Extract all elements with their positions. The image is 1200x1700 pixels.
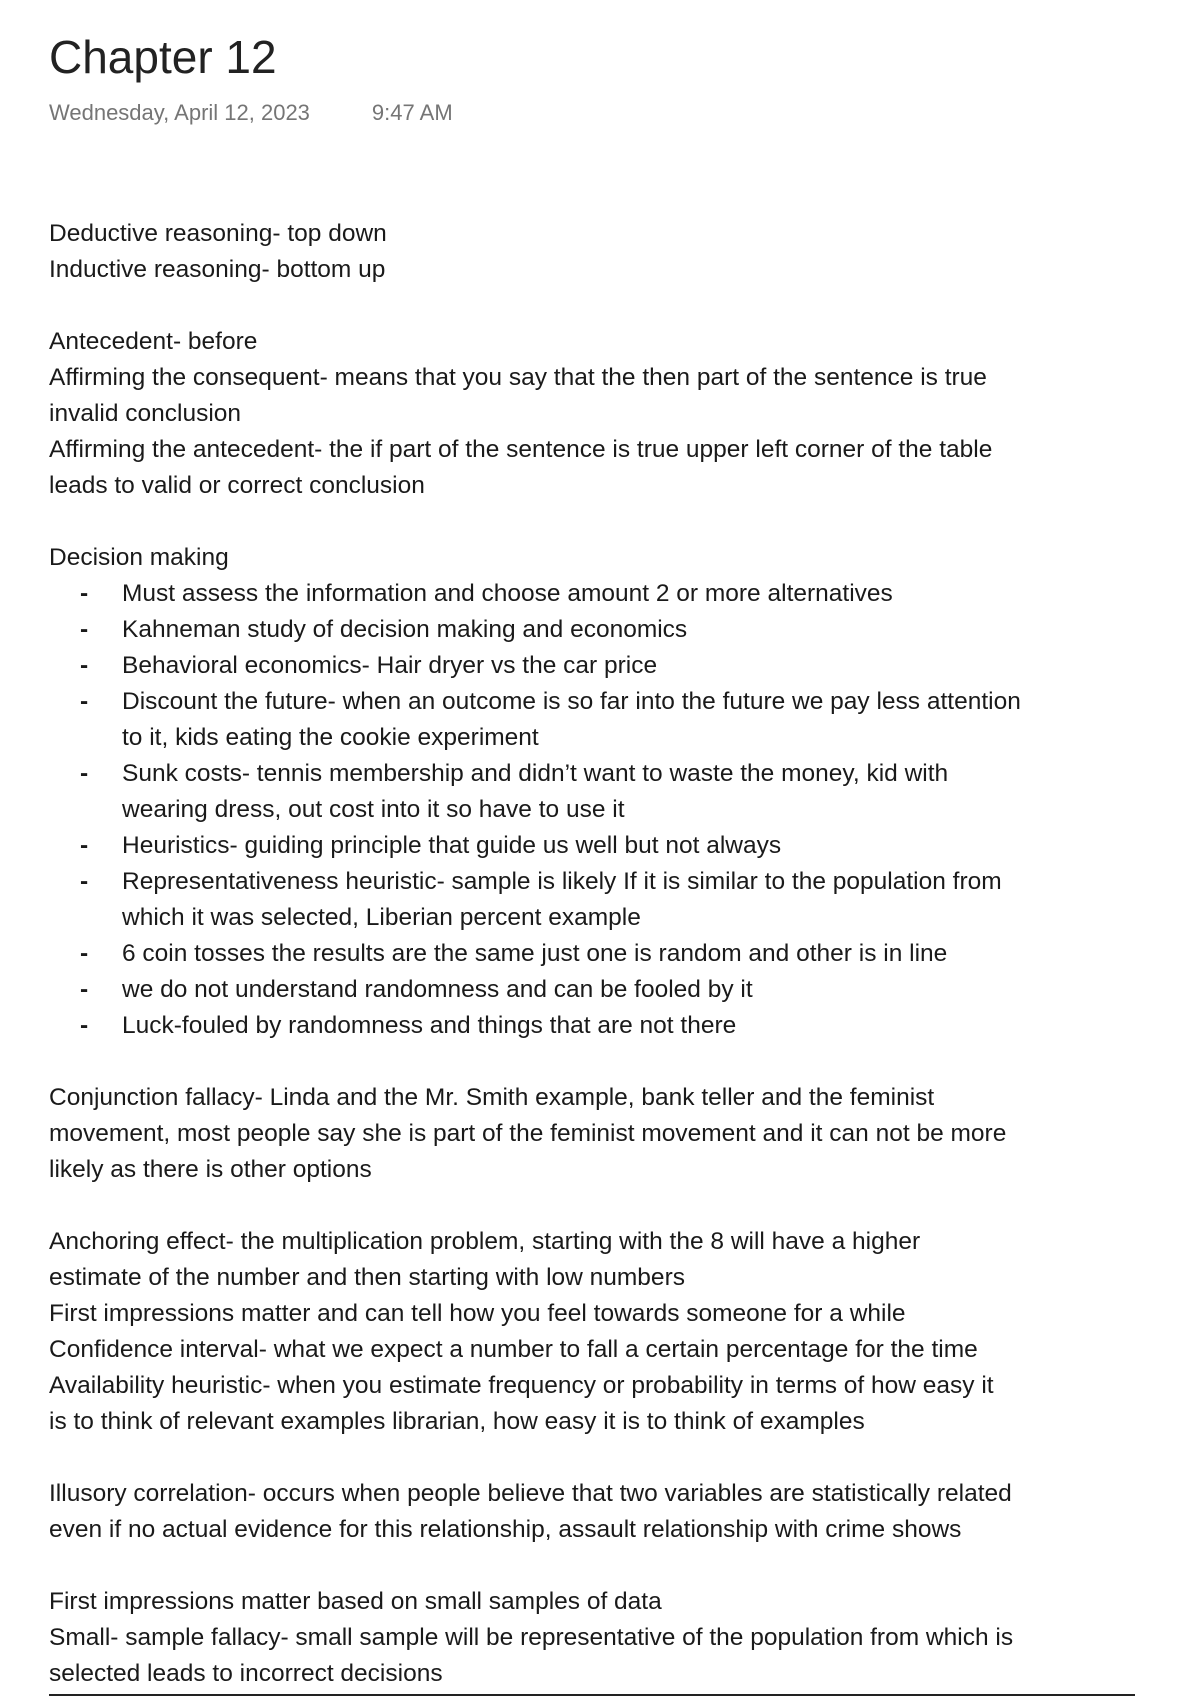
list-item: [49, 972, 1159, 1008]
text-line: leads to valid or correct conclusion: [49, 472, 425, 499]
page-date: Wednesday, April 12, 2023: [49, 100, 310, 125]
text-line: movement, most people say she is part of the feminist movement and it can not be more: [49, 1120, 1007, 1147]
list-item: [49, 864, 1159, 936]
list-item-text: 6 coin tosses the results are the same just one is random and other is in line: [122, 940, 948, 967]
bullet-list: [49, 576, 1159, 1044]
note-body[interactable]: [49, 216, 1159, 1692]
page-title: Chapter 12: [49, 31, 277, 83]
text-line: Confidence interval- what we expect a number to fall a certain percentage for the time: [49, 1336, 978, 1363]
text-line: First impressions matter and can tell how you feel towards someone for a while: [49, 1300, 906, 1327]
text-line: Conjunction fallacy- Linda and the Mr. Smith example, bank teller and the feminist: [49, 1084, 935, 1111]
text-line: is to think of relevant examples librarian, how easy it is to think of examples: [49, 1408, 865, 1435]
bullet-dash: -: [80, 616, 89, 643]
list-item: [49, 936, 1159, 972]
list-item-text: we do not understand randomness and can be fooled by it: [122, 976, 753, 1003]
bullet-dash: -: [80, 1012, 89, 1039]
text-line: Availability heuristic- when you estimate frequency or probability in terms of how easy it: [49, 1372, 994, 1399]
bullet-dash: -: [80, 976, 89, 1003]
small-sample-section: [49, 1584, 1159, 1692]
text-line: estimate of the number and then starting with low numbers: [49, 1264, 685, 1291]
list-item: [49, 684, 1159, 756]
text-line: Deductive reasoning- top down: [49, 220, 387, 247]
page-timestamp: [49, 100, 453, 126]
page-time: 9:47 AM: [371, 100, 453, 125]
illusory-correlation-section: [49, 1476, 1159, 1548]
list-item-text: Discount the future- when an outcome is so far into the future we pay less attention to it, kids eating the cookie experiment: [122, 688, 1021, 751]
text-line: First impressions matter based on small samples of data: [49, 1588, 662, 1615]
text-line: Small- sample fallacy- small sample will be representative of the population from which is: [49, 1624, 1014, 1651]
bullet-dash: -: [80, 580, 89, 607]
text-line: Affirming the consequent- means that you say that the then part of the sentence is true: [49, 364, 987, 391]
list-item-text: Must assess the information and choose amount 2 or more alternatives: [122, 580, 893, 607]
text-line: selected leads to incorrect decisions: [49, 1660, 443, 1687]
list-item: [49, 828, 1159, 864]
list-item: [49, 612, 1159, 648]
list-item-text: Representativeness heuristic- sample is likely If it is similar to the population from which it was selected, Liberian percent example: [122, 868, 1002, 931]
list-item-text: Heuristics- guiding principle that guide us well but not always: [122, 832, 782, 859]
text-line: invalid conclusion: [49, 400, 242, 427]
list-item: [49, 756, 1159, 828]
list-item-text: Behavioral economics- Hair dryer vs the car price: [122, 652, 658, 679]
section-heading: Decision making: [49, 544, 229, 571]
text-line: Anchoring effect- the multiplication problem, starting with the 8 will have a higher: [49, 1228, 921, 1255]
text-line: likely as there is other options: [49, 1156, 372, 1183]
bullet-dash: -: [80, 760, 89, 787]
reasoning-section: [49, 216, 1159, 288]
list-item: [49, 576, 1159, 612]
bottom-divider: [49, 1694, 1135, 1696]
list-item: [49, 1008, 1159, 1044]
list-item: [49, 648, 1159, 684]
list-item-text: Kahneman study of decision making and economics: [122, 616, 688, 643]
anchoring-section: [49, 1224, 1159, 1440]
text-line: Inductive reasoning- bottom up: [49, 256, 386, 283]
bullet-dash: -: [80, 868, 89, 895]
conjunction-section: [49, 1080, 1159, 1188]
text-line: Affirming the antecedent- the if part of the sentence is true upper left corner of the table: [49, 436, 993, 463]
bullet-dash: -: [80, 652, 89, 679]
text-line: even if no actual evidence for this relationship, assault relationship with crime shows: [49, 1516, 962, 1543]
decision-making-section: [49, 540, 1159, 1044]
antecedent-section: [49, 324, 1159, 504]
bullet-dash: -: [80, 940, 89, 967]
text-line: Antecedent- before: [49, 328, 258, 355]
list-item-text: Sunk costs- tennis membership and didn’t want to waste the money, kid with wearing dress, out cost into it so have to use it: [122, 760, 949, 823]
bullet-dash: -: [80, 832, 89, 859]
list-item-text: Luck-fouled by randomness and things that are not there: [122, 1012, 737, 1039]
text-line: Illusory correlation- occurs when people believe that two variables are statistically related: [49, 1480, 1012, 1507]
bullet-dash: -: [80, 688, 89, 715]
